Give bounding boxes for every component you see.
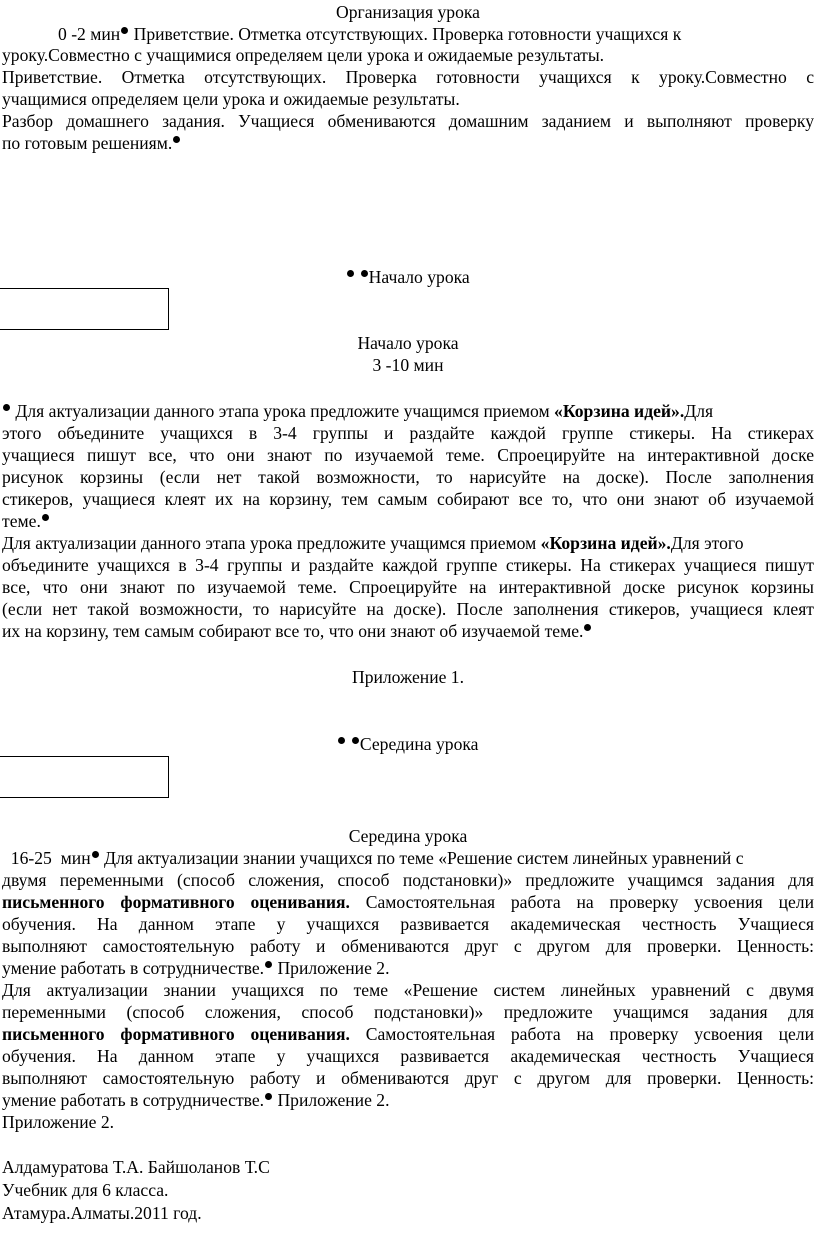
bullet-icon: [347, 270, 354, 277]
work1-emphasis: письменного формативного оценивания.: [2, 892, 350, 912]
time-range: 16-25 мин: [2, 848, 91, 868]
work1-line-5: выполняют самостоятельную работу и обмениваются друг с другом для проверки. Ценность:: [2, 936, 814, 956]
work1-text-last: умение работать в сотрудничестве.: [2, 958, 265, 978]
bullet-icon: [584, 624, 591, 631]
time-range: 0 -2 мин: [58, 24, 121, 44]
bullet-icon: [338, 737, 345, 744]
work2-line-1: Для актуализации знании учащихся по теме «Решение систем линейных уравнений с двумя: [2, 980, 814, 1000]
intro-line-2: уроку.Совместно с учащимися определяем цели урока и ожидаемые результаты.: [2, 45, 605, 65]
start-marker-text: Начало урока: [368, 267, 470, 287]
ideas1-text: Для актуализации данного этапа урока предложите учащимся приемом: [11, 401, 555, 421]
intro-text: Приветствие. Отметка отсутствующих. Проверка готовности учащихся к: [129, 24, 682, 44]
ideas1-text-last: теме.: [2, 511, 41, 531]
ideas1-text-end: Для: [684, 401, 714, 421]
ideas1-line-3: учащиеся пишут все, что они знают по изучаемой теме. Спроецируйте на интерактивной доске: [2, 445, 814, 465]
start-marker: [2, 267, 814, 289]
bullet-icon: [265, 961, 272, 968]
intro-line-1: [2, 24, 814, 46]
homework-line-2: [2, 133, 814, 155]
start-heading: Начало урока: [357, 333, 459, 353]
page-title: Организация урока: [336, 2, 480, 22]
work2-appendix-ref: Приложение 2.: [273, 1090, 390, 1110]
ideas2-text-last: их на корзину, тем самым собирают все то, что они знают об изучаемой теме.: [2, 621, 584, 641]
homework-line-1: Разбор домашнего задания. Учащиеся обмениваются домашним заданием и выполняют проверку: [2, 111, 814, 131]
bullet-icon: [361, 270, 368, 277]
ideas2-line-2: объедините учащихся в 3-4 группы и раздайте каждой группе стикеры. На стикерах учащиеся пишут: [2, 555, 814, 575]
work2-line-4: обучения. На данном этапе у учащихся развивается академическая честность Учащиеся: [2, 1046, 814, 1066]
ideas1-line-4: рисунок корзины (если нет такой возможности, то нарисуйте на доске). После заполнения: [2, 467, 814, 487]
work2-line-5: выполняют самостоятельную работу и обмениваются друг с другом для проверки. Ценность:: [2, 1068, 814, 1088]
work1-text: Самостоятельная работа на проверку усвоения цели: [349, 892, 814, 912]
bullet-icon: [173, 136, 180, 143]
appendix-1: Приложение 1.: [351, 667, 465, 687]
work2-line-6: [2, 1090, 814, 1112]
work2-text: Самостоятельная работа на проверку усвоения цели: [349, 1024, 814, 1044]
work1-appendix-ref: Приложение 2.: [273, 958, 390, 978]
greeting-line-2: учащимися определяем цели урока и ожидаемые результаты.: [2, 89, 460, 109]
reference-book: Учебник для 6 класса.: [2, 1180, 169, 1200]
empty-box: [0, 288, 169, 330]
work1-text: Для актуализации знании учащихся по теме «Решение систем линейных уравнений с: [99, 848, 744, 868]
ideas1-technique: «Корзина идей».: [554, 401, 685, 421]
work2-line-3: [2, 1024, 814, 1046]
reference-publisher: Атамура.Алматы.2011 год.: [2, 1203, 202, 1223]
reference-authors: Алдамуратова Т.А. Байшоланов Т.С: [2, 1157, 270, 1177]
work1-line-6: [2, 958, 814, 980]
work1-line-4: обучения. На данном этапе у учащихся развивается академическая честность Учащиеся: [2, 914, 814, 934]
bullet-icon: [352, 737, 359, 744]
ideas1-line-2: этого объедините учащихся в 3-4 группы и раздайте каждой группе стикеры. На стикерах: [2, 423, 814, 443]
ideas2-text-end: Для этого: [670, 533, 744, 553]
work2-text-last: умение работать в сотрудничестве.: [2, 1090, 265, 1110]
homework-text: по готовым решениям.: [2, 133, 173, 153]
middle-marker-text: Середина урока: [359, 734, 479, 754]
middle-marker: [2, 734, 814, 756]
ideas2-line-4: (если нет такой возможности, то нарисуйте на доске). После заполнения стикеров, учащиеся клеят: [2, 599, 814, 619]
ideas2-line-3: все, что они знают по изучаемой теме. Спроецируйте на интерактивной доске рисунок корзины: [2, 577, 814, 597]
work2-line-2: переменными (способ сложения, способ подстановки)» предложите учащимся задания для: [2, 1002, 814, 1022]
ideas1-line-6: [2, 511, 814, 533]
empty-box: [0, 756, 169, 798]
bullet-icon: [3, 404, 10, 411]
ideas2-line-1: [2, 533, 814, 555]
ideas1-line-1: [2, 401, 814, 423]
ideas1-line-5: стикеров, учащиеся клеят их на корзину, тем самым собирают все то, что они знают об изучаемой: [2, 489, 814, 509]
work1-line-1: [2, 848, 814, 870]
appendix-2: Приложение 2.: [2, 1112, 115, 1132]
ideas2-line-5: [2, 621, 814, 643]
greeting-line-1: Приветствие. Отметка отсутствующих. Проверка готовности учащихся к уроку.Совместно с: [2, 67, 814, 87]
ideas2-text: Для актуализации данного этапа урока предложите учащимся приемом: [2, 533, 541, 553]
start-time: 3 -10 мин: [372, 355, 444, 375]
bullet-icon: [265, 1093, 272, 1100]
bullet-icon: [42, 514, 49, 521]
work1-line-2: двумя переменными (способ сложения, способ подстановки)» предложите учащимся задания для: [2, 870, 814, 890]
bullet-icon: [121, 27, 128, 34]
bullet-icon: [92, 851, 99, 858]
work2-emphasis: письменного формативного оценивания.: [2, 1024, 350, 1044]
ideas2-technique: «Корзина идей».: [540, 533, 671, 553]
middle-heading: Середина урока: [348, 826, 468, 846]
work1-line-3: [2, 892, 814, 914]
